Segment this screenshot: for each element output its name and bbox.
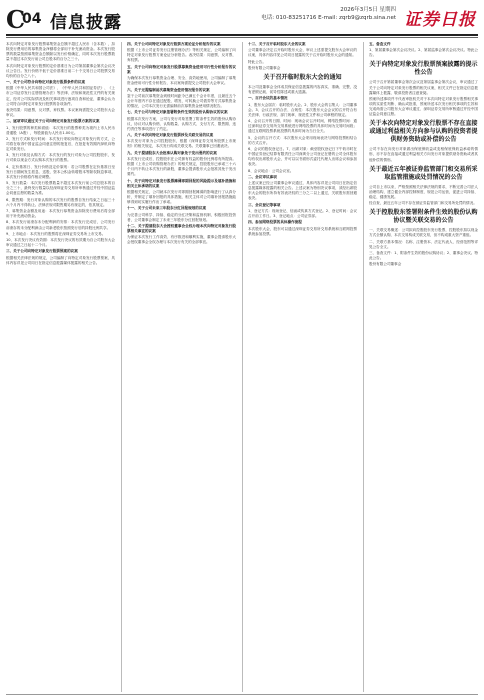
bottom-rule [6,694,478,695]
body-paragraph: 公司不存在向发行对象做出保底保收益或变相保底保收益承诺的情形，亦不存在直接或通过利益相关方向发行对象提供财务资助或者其他补偿的情形。 [369,147,478,162]
body-paragraph: 上述议案已经公司董事会审议通过，具体内容详见公司同日在指定信息披露媒体披露的相关公告。上述议案为特别决议事项，须经出席股东大会的股东所持有效表决权的三分之二以上通过，关联股东需回避表决。 [248,181,357,201]
section-heading: 十三、关于召开临时股东大会的议案 [248,42,306,46]
body-paragraph: 本次股东大会，股东可以通过深圳证券交易所交易系统和互联网投票系统参加投票。 [248,226,357,236]
section-heading: 七、关于公司与特定对象签署附条件生效的股份认购协议的议案 [127,110,228,115]
column-1 [6,42,115,692]
body-paragraph: 本公司及董事会全体成员保证信息披露的内容真实、准确、完整，没有虚假记载、误导性陈述或重大遗漏。 [248,85,357,95]
body-paragraph: 特此公告。 [248,59,266,64]
header-rule [6,34,478,36]
body-paragraph: 1、发行股票的种类和面值：本次发行的股票种类为境内上市人民币普通股（A股），每股面值为人民币1.00元。 [6,125,115,135]
body-paragraph: 预案所述事项并不代表审批机关对于本次向特定对象发行股票相关事项的实质性判断、确认或批准，预案所述本次发行相关事项的生效和完成尚需公司股东大会审议通过、深圳证券交易所审核通过并经中国证监会同意注册。 [369,96,478,117]
body-paragraph: 1、股东大会届次：临时股东大会。2、股东大会的召集人：公司董事会。3、会议召开的合法、合规性：本次股东大会会议的召开符合有关法律、行政法规、部门规章、规范性文件和公司章程的规定。 [248,102,357,117]
section-heading: 十、关于向特定对象发行股票摊薄即期回报的风险提示及填补措施和相关主体承诺的议案 [127,178,236,188]
body-paragraph: 根据相关法律法规的规定，公司编制了向特定对象发行股票预案，具体内容详见公司同日在指定信息披露媒体披露的相关公告。 [6,255,115,265]
body-paragraph: 5、会议的召开方式：本次股东大会采用现场表决与网络投票相结合的方式召开。 [248,135,357,145]
body-paragraph: 根据相关规定，公司就本次发行对即期回报摊薄的影响进行了认真分析，并制定了填补回报的具体措施，相关主体对公司填补回报措施能够得到切实履行作出了承诺。 [127,189,236,205]
section-heading: 五、备查文件 [369,42,391,46]
body-paragraph: 7、募集资金金额及用途：本次发行募集资金扣除发行费用后将全部用于补充流动资金。 [6,209,115,219]
section-heading: 一、关于公司符合向特定对象发行股票条件的议案 [6,80,86,85]
body-paragraph: 鉴于公司前次募集资金到账时间距今已满五个会计年度，且最近五个会计年度内不存在通过配股、增发、可转换公司债券等方式募集资金的情况，公司本次发行无需编制前次募集资金使用情况报告。 [127,93,236,108]
section-heading: 三、关于公司向特定对象发行股票预案的议案 [6,249,78,254]
body-paragraph: 2、发行方式和发行时间：本次发行采取向特定对象发行的方式，公司将在取得中国证监会同意注册的批复后，在批复有效期内择机向特定对象发行。 [6,136,115,152]
contact-line: 电话: 010-83251716 E-mail: zqrb9@zqrb.sina.net [261,15,396,21]
body-paragraph: 表决结果：同意票，反对票，弃权票。本议案尚需提交公司股东大会审议。 [6,107,115,117]
section-heading: 八、关于本次向特定对象发行股票涉及关联交易的议案 [127,133,214,137]
page-letter: C [6,5,26,34]
body-paragraph: 股份有限公司董事会 [369,262,402,267]
column-4 [363,42,478,692]
section-heading: 十二、关于提请股东大会授权董事会全权办理本次向特定对象发行股票相关事宜的议案 [127,224,236,234]
body-paragraph: 8、会议地点：公司会议室。 [248,168,294,173]
page-header [0,0,484,44]
article-title: 关于最近五年被证券监管部门和交易所采取监管措施或处罚情况的公告 [369,165,478,181]
section-heading: 二、会议审议事项 [248,174,277,179]
section-heading: 二、逐项审议通过关于公司向特定对象发行股票方案的议案 [6,119,100,124]
body-paragraph: 10、本次发行决议有效期：本次发行决议的有效期为自公司股东大会审议通过之日起十二个月。 [6,238,115,248]
section-heading: 十一、关于公司未来三年股东分红回报规划的议案 [127,206,207,211]
body-paragraph: 经自查，最近五年公司不存在被证券监管部门和交易所处罚的情况。 [369,201,477,206]
body-paragraph: 二、关联方基本情况：名称、注册资本、法定代表人、经营范围等详见公告全文。 [369,239,478,249]
section-heading: 一、召开会议的基本情况 [248,96,288,101]
article-title: 关于召开临时股东大会的通知 [263,74,342,82]
body-paragraph: 为完善公司科学、持续、稳定的分红决策和监督机制，积极回报投资者，公司董事会制定了未来三年股东分红回报规划。 [127,212,236,222]
section-heading: 四、关于公司向特定对象发行股票方案论证分析报告的议案 [127,42,221,46]
text-columns [6,42,478,692]
brand-logo: 证券日报 [404,10,476,30]
body-paragraph: 本次发行完成后，控股股东在公司拥有权益的股份比例将有所提高。根据《上市公司收购管理办法》的相关规定，控股股东已承诺三十六个月内不转让本次发行的新股，董事会提请股东大会批准其免于发出要约。 [127,156,236,177]
body-paragraph: 三、备查文件：1、附条件生效的股份认购协议；2、董事会决议。特此公告。 [369,250,478,260]
body-paragraph: 根据《中华人民共和国公司法》、《中华人民共和国证券法》、《上市公司证券发行注册管理办法》等法律、法规和规范性文件的有关规定，经对公司实际情况及相关事项进行逐项自查和论证，董事会认为公司符合向特定对象发行股票的各项条件。 [6,86,115,106]
section-title: 信息披露 [50,13,122,33]
body-paragraph: 9、上市地点：本次发行的股票将在深圳证券交易所上市交易。 [6,231,106,236]
body-paragraph: 为保证本次发行工作高效、有序推进和顺利实施，董事会提请股东大会授权董事会全权办理与本次发行有关的全部事宜。 [127,235,236,245]
column-3 [242,42,357,692]
article-title: 关于向特定对象发行股票预案披露的提示性公告 [369,61,478,77]
body-paragraph: 公司于召开第届董事会第次会议及第届监事会第次会议，审议通过了关于公司向特定对象发行股票的相关议案，相关文件已在指定信息披露媒体上披露，敬请投资者注意查阅。 [369,80,478,95]
section-heading: 九、关于提请股东大会批准认购对象免于发出要约的议案 [127,150,217,155]
body-paragraph: 1、第届董事会第次会议决议。2、第届监事会第次会议决议。特此公告。 [369,48,478,58]
article-title: 关于本次向特定对象发行股票不存在直接或通过利益相关方向参与认购的投资者提供财务资助或补偿的公告 [369,120,478,144]
body-paragraph: 本次向特定对象发行股票的定价基准日为公司第届董事会第次会议决议公告日。发行价格不低于定价基准日前二十个交易日公司股票交易均价的百分之八十。 [6,63,115,78]
header-rule-thin [6,37,478,38]
header-meta [246,6,396,22]
section-heading: 四、参加网络投票的具体操作流程 [248,220,302,225]
body-paragraph: 公司董事会决定召开临时股东大会，审议上述需提交股东大会审议的议案，具体内容详见公司同日披露的关于召开临时股东大会的通知。 [248,48,357,58]
body-paragraph: 4、定价基准日、发行价格及定价原则：若公司股票在定价基准日至发行日期间发生派息、送股、资本公积金转增股本等除权除息事项，本次发行价格将作相应调整。 [6,164,115,179]
body-paragraph: 3、发行对象及认购方式：本次发行的发行对象为公司控股股东，发行对象以现金方式认购本次发行的股票。 [6,153,115,163]
body-paragraph: 一、关联交易概述：公司拟向控股股东发行股票，控股股东拟以现金方式全额认购，本次交易构成关联交易，但不构成重大资产重组。 [369,228,478,238]
date-line: 2026年3月5日 星期四 [340,7,396,13]
body-paragraph: 8、本次发行前滚存未分配利润的安排：本次发行完成后，公司发行前滚存的未分配利润由公司新老股东按照发行后的持股比例共享。 [6,220,115,230]
body-paragraph: 6、会议的股权登记日。7、出席对象：截至股权登记日下午收市时在中国证券登记结算有限责任公司深圳分公司登记在册的公司全体股东均有权出席股东大会，并可以以书面形式委托代理人出席会议和参加表决。 [248,147,357,167]
column-2 [121,42,236,692]
article-title: 关于控股股东签署附条件生效的股份认购协议暨关联交易的公告 [369,209,478,225]
page-number: 04 [22,11,42,27]
body-paragraph: 公司自上市以来，严格按照相关法律法规的要求，不断完善公司法人治理结构，建立健全内部控制制度，规范公司运营，促进公司持续、稳定、健康发展。 [369,184,478,199]
body-paragraph: 本次向特定对象发行股票募集资金总额不超过人民币（含本数），扣除发行费用后的募集资金净额将全部用于补充流动资金。本次发行股票的数量按照募集资金总额除以发行价格确定，同时本次发行股票数量不超过本次发行前公司总股本的百分之三十。 [6,42,115,62]
section-heading: 三、会议登记等事项 [248,202,281,207]
section-heading: 六、关于无需编制前次募集资金使用情况报告的议案 [127,87,210,92]
body-paragraph: 4、会议召开的日期、时间：现场会议召开时间，网络投票时间：通过深圳证券交易所交易系统进行网络投票的具体时间为交易时间段；通过互联网投票系统投票的具体时间为当日全天。 [248,119,357,134]
body-paragraph: 股份有限公司董事会 [248,65,281,70]
body-paragraph: 1、登记方式：现场登记、信函或传真方式登记。2、登记时间：会议召开前工作日。3、登记地点：公司证券部。 [248,208,357,219]
body-paragraph: 为确保本次发行募集资金合理、安全、高效地使用，公司编制了募集资金使用可行性分析报告，本议案尚需提交公司股东大会审议。 [127,76,236,86]
body-paragraph: 6、限售期：发行对象认购的本次发行的股票自发行结束之日起三十六个月内不得转让。法律法规对限售期另有规定的，依其规定。 [6,197,115,207]
body-paragraph: 5、发行数量：本次发行股票数量不超过本次发行前公司总股本的百分之三十，最终发行数量以经深圳证券交易所审核通过并经中国证监会同意注册的数量为准。 [6,181,115,196]
section-heading: 五、关于公司向特定对象发行股票募集资金使用可行性分析报告的议案 [127,64,236,74]
body-paragraph: 根据本次发行方案，公司与发行对象签署了附条件生效的股份认购协议，协议对认购价格、认购数量、认购方式、支付方式、限售期、违约责任等事项进行了约定。 [127,116,236,131]
body-paragraph: 根据《上市公司证券发行注册管理办法》等相关规定，公司编制了向特定对象发行股票方案论证分析报告。表决结果：同意票，反对票，弃权票。 [127,48,236,63]
body-paragraph: 本次发行对象为公司控股股东，根据《深圳证券交易所股票上市规则》的相关规定，本次发行构成关联交易。关联董事已回避表决。 [127,139,236,149]
